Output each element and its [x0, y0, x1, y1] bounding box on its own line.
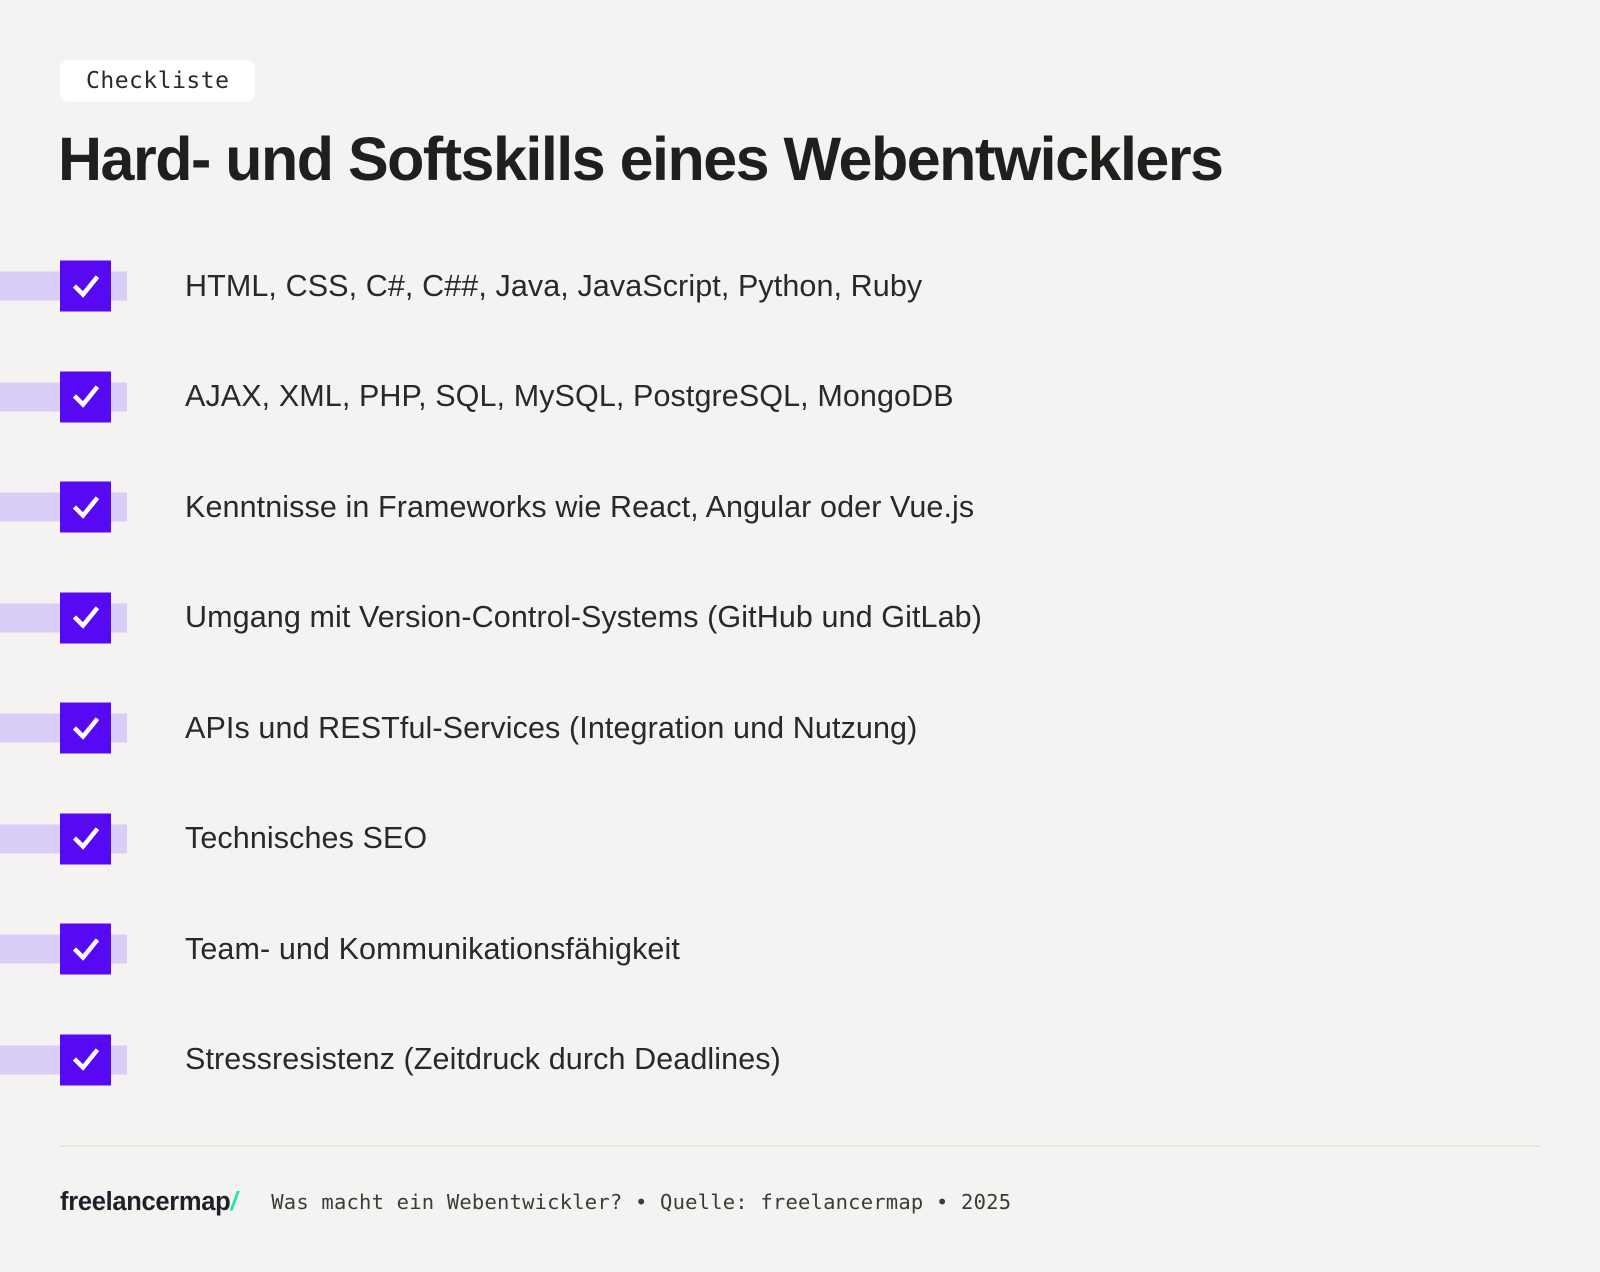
page-title: Hard- und Softskills eines Webentwicklers	[58, 125, 1223, 193]
checkbox[interactable]	[60, 592, 111, 643]
checklist-item	[0, 563, 1600, 674]
checklist-item-label: Technisches SEO	[185, 821, 428, 856]
checklist-item	[0, 894, 1600, 1005]
check-icon	[73, 1049, 99, 1071]
checkbox[interactable]	[60, 1034, 111, 1085]
checklist-item	[0, 231, 1600, 342]
check-icon	[73, 938, 99, 960]
checkbox[interactable]	[60, 371, 111, 422]
checkbox[interactable]	[60, 703, 111, 754]
check-icon	[73, 496, 99, 518]
category-badge-label: Checkliste	[86, 68, 230, 94]
checkbox[interactable]	[60, 813, 111, 864]
checklist-item-label: Stressresistenz (Zeitdruck durch Deadlines)	[185, 1042, 781, 1077]
checklist-item-label: Team- und Kommunikationsfähigkeit	[185, 931, 680, 966]
checklist-item-label: Kenntnisse in Frameworks wie React, Angular oder Vue.js	[185, 489, 975, 524]
checklist-item-label: APIs und RESTful-Services (Integration und Nutzung)	[185, 710, 918, 745]
check-icon	[73, 386, 99, 408]
brand-logo-slash: /	[230, 1187, 238, 1216]
checklist-item-label: Umgang mit Version-Control-Systems (GitHub und GitLab)	[185, 600, 982, 635]
checklist	[0, 231, 1600, 1115]
source-attribution: Was macht ein Webentwickler? • Quelle: freelancermap • 2025	[271, 1190, 1012, 1214]
brand-logo	[60, 1188, 237, 1217]
check-icon	[73, 275, 99, 297]
divider	[60, 1145, 1540, 1147]
checklist-item-label: AJAX, XML, PHP, SQL, MySQL, PostgreSQL, MongoDB	[185, 379, 954, 414]
checkbox[interactable]	[60, 924, 111, 975]
footer	[60, 1176, 1540, 1228]
checkbox[interactable]	[60, 261, 111, 312]
checklist-item	[0, 1005, 1600, 1116]
checklist-item	[0, 784, 1600, 895]
checklist-item	[0, 342, 1600, 453]
category-badge	[60, 60, 255, 102]
check-icon	[73, 828, 99, 850]
checklist-item	[0, 452, 1600, 563]
checkbox[interactable]	[60, 482, 111, 533]
checklist-item	[0, 673, 1600, 784]
checklist-item-label: HTML, CSS, C#, C##, Java, JavaScript, Python, Ruby	[185, 268, 923, 303]
brand-logo-text: freelancermap	[60, 1187, 231, 1216]
check-icon	[73, 717, 99, 739]
check-icon	[73, 607, 99, 629]
